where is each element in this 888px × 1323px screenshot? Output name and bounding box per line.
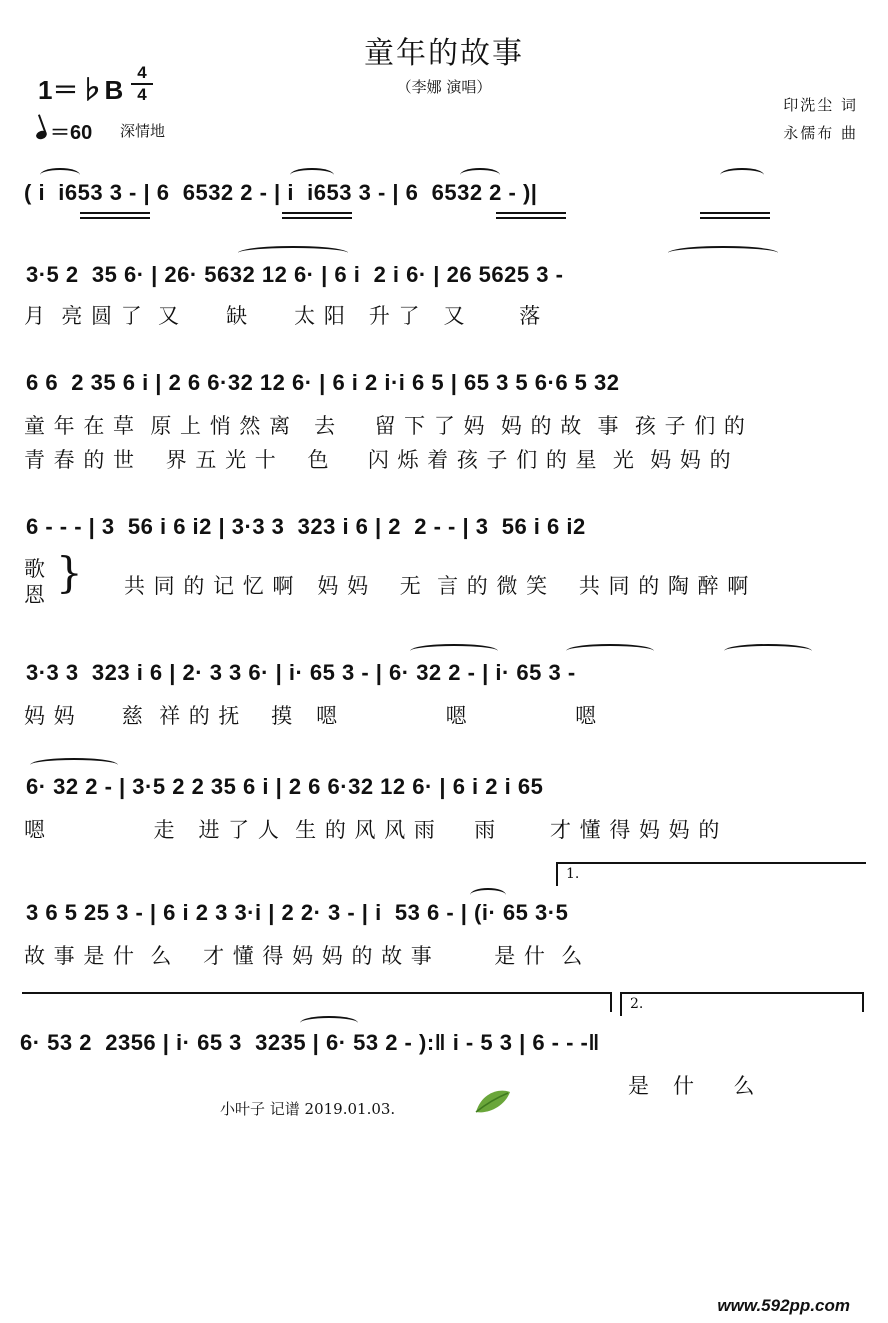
volta-1-continuation-line <box>22 992 610 994</box>
key-signature: 1＝♭B <box>38 75 124 105</box>
volta-2-end <box>862 992 864 1012</box>
singer-credit: （李娜 演唱） <box>396 78 492 96</box>
notation-line-7: 3 6 5 25 3 - | 6 i 2 3 3·i | 2 2· 3 - | i 53 6 - | (i· 65 3·5 <box>26 900 569 925</box>
time-signature-top: 4 <box>137 63 147 82</box>
notation-line-5: 3·3 3 323 i 6 | 2· 3 3 6· | i· 65 3 - | 6· 32 2 - | i· 65 3 - <box>26 660 576 685</box>
beam-underline <box>700 212 770 214</box>
lyricist-credit: 印洗尘 词 <box>783 96 858 114</box>
slur-mark <box>668 246 778 260</box>
lyrics-line-3a: 童 年 在 草 原 上 悄 然 离 去 留 下 了 妈 妈 的 故 事 孩 子 们 的 <box>24 414 746 438</box>
verse-labels <box>24 556 48 608</box>
composer-credit: 永儒布 曲 <box>783 124 858 142</box>
lyrics-line-2: 月 亮 圆 了 又 缺 太 阳 升 了 又 落 <box>24 304 542 328</box>
slur-mark <box>290 168 334 182</box>
volta-2-label: 2. <box>630 996 644 1012</box>
time-signature <box>131 64 153 104</box>
beam-underline <box>496 217 566 219</box>
volta-1-line <box>556 862 866 864</box>
beam-underline <box>700 217 770 219</box>
tempo-marking <box>36 116 92 145</box>
lyrics-line-5: 妈 妈 慈 祥 的 抚 摸 嗯 嗯 嗯 <box>24 704 598 728</box>
notation-line-6: 6· 32 2 - | 3·5 2 2 35 6 i | 2 6 6·32 12 6· | 6 i 2 i 65 <box>26 774 544 799</box>
lyrics-line-3b: 青 春 的 世 界 五 光 十 色 闪 烁 着 孩 子 们 的 星 光 妈 妈 的 <box>24 448 732 472</box>
beam-underline <box>496 212 566 214</box>
notation-line-1: ( i i653 3 - | 6 6532 2 - | i i653 3 - | 6 6532 2 - )| <box>24 180 538 205</box>
lyrics-line-4: 共 同 的 记 忆 啊 妈 妈 无 言 的 微 笑 共 同 的 陶 醉 啊 <box>124 574 750 598</box>
quarter-note-icon <box>35 129 48 140</box>
verse-brace-icon: } <box>56 548 83 597</box>
lyrics-line-8: 是 什 么 <box>628 1074 756 1098</box>
slur-mark <box>566 644 654 658</box>
time-signature-bottom: 4 <box>137 85 147 104</box>
notation-line-4: 6 - - - | 3 56 i 6 i2 | 3·3 3 323 i 6 | 2 2 - - | 3 56 i 6 i2 <box>26 514 586 539</box>
verse-label-2: 恩 <box>24 583 46 607</box>
song-title: 童年的故事 <box>364 36 524 71</box>
volta-1-bracket <box>556 862 580 886</box>
notation-line-3: 6 6 2 35 6 i | 2 6 6·32 12 6· | 6 i 2 i·i 6 5 | 65 3 5 6·6 5 32 <box>26 370 620 395</box>
lyrics-line-6: 嗯 走 进 了 人 生 的 风 风 雨 雨 才 懂 得 妈 妈 的 <box>24 818 721 842</box>
slur-mark <box>460 168 500 182</box>
beam-underline <box>80 212 150 214</box>
lyrics-line-7: 故 事 是 什 么 才 懂 得 妈 妈 的 故 事 是 什 么 <box>24 944 584 968</box>
volta-2-bracket <box>620 992 644 1016</box>
slur-mark <box>30 758 118 772</box>
notation-line-8: 6· 53 2 2356 | i· 65 3 3235 | 6· 53 2 - ):‖ i - 5 3 | 6 - - -‖ <box>20 1030 600 1055</box>
slur-mark <box>238 246 348 260</box>
expression-marking: 深情地 <box>120 122 166 140</box>
slur-mark <box>410 644 498 658</box>
slur-mark <box>470 888 506 902</box>
beam-underline <box>282 217 352 219</box>
beam-underline <box>282 212 352 214</box>
leaf-icon <box>472 1086 512 1116</box>
website-watermark: www.592pp.com <box>717 1296 850 1315</box>
verse-label-1: 歌 <box>24 557 46 581</box>
slur-mark <box>40 168 80 182</box>
volta-1-label: 1. <box>566 866 580 882</box>
volta-2-line <box>620 992 862 994</box>
transcriber-footer: 小叶子 记谱 2019.01.03. <box>220 1100 396 1118</box>
notation-line-2: 3·5 2 35 6· | 26· 5632 12 6· | 6 i 2 i 6· | 26 5625 3 - <box>26 262 564 287</box>
tempo-value: ＝60 <box>50 122 93 144</box>
slur-mark <box>300 1016 358 1030</box>
volta-1-end <box>610 992 612 1012</box>
slur-mark <box>720 168 764 182</box>
beam-underline <box>80 217 150 219</box>
slur-mark <box>724 644 812 658</box>
